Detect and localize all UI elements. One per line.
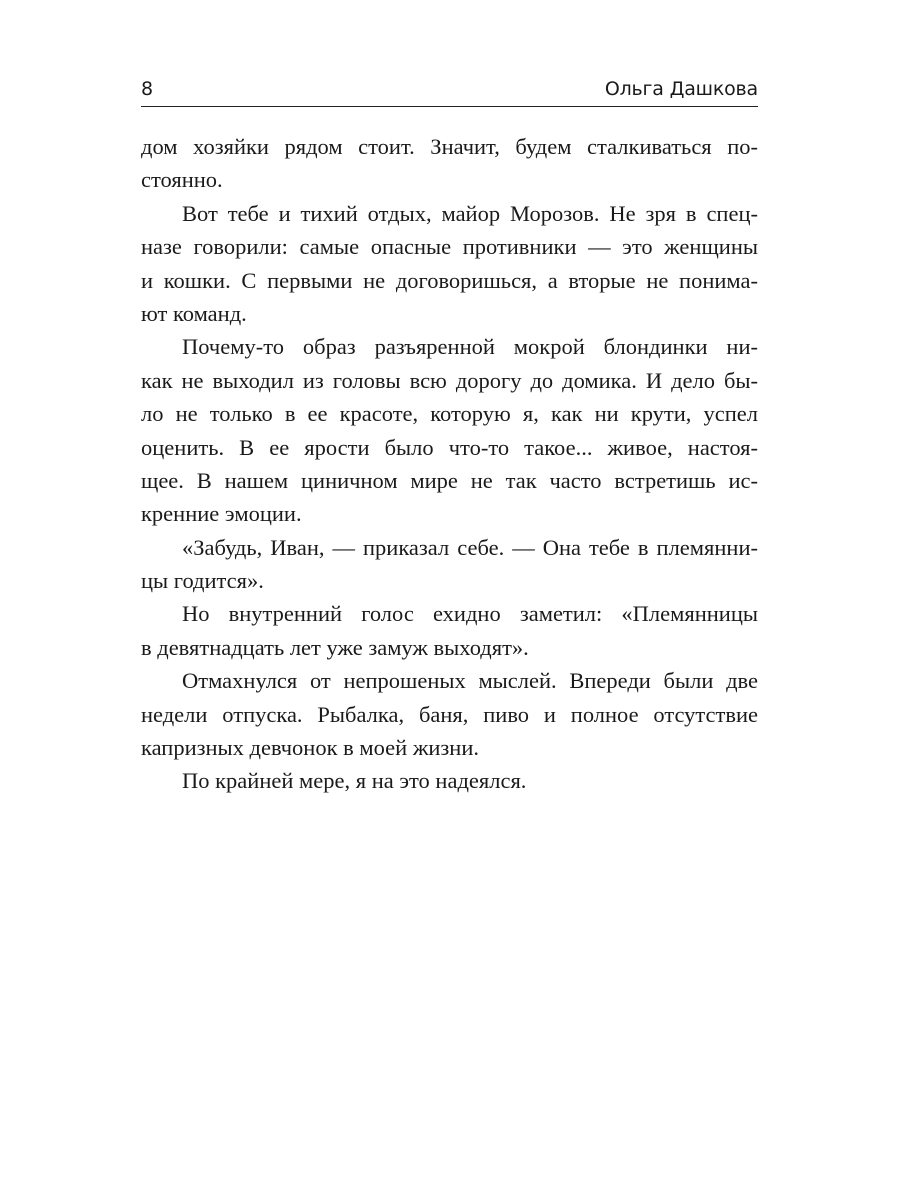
text-line: в девятнадцать лет уже замуж выходят». xyxy=(141,634,529,660)
text-line: ло не только в ее красоте, которую я, как ни крути, успел xyxy=(141,401,758,427)
text-line: Вот тебе и тихий отдых, майор Морозов. Не зря в спец- xyxy=(182,200,758,226)
body-text xyxy=(141,130,758,798)
text-line: Почему-то образ разъяренной мокрой блондинки ни- xyxy=(182,334,758,360)
text-line: недели отпуска. Рыбалка, баня, пиво и полное отсутствие xyxy=(141,701,758,727)
text-line: По крайней мере, я на это надеялся. xyxy=(182,768,527,794)
running-head-author: Ольга Дашкова xyxy=(604,78,758,100)
text-line: Отмахнулся от непрошеных мыслей. Впереди были две xyxy=(182,668,758,694)
text-line: дом хозяйки рядом стоит. Значит, будем сталкиваться по- xyxy=(141,134,758,159)
page-number: 8 xyxy=(141,78,154,100)
text-line: стоянно. xyxy=(141,167,223,193)
text-line: оценить. В ее ярости было что-то такое... живое, настоя- xyxy=(141,434,758,460)
text-line: как не выходил из головы всю дорогу до домика. И дело бы- xyxy=(141,367,758,393)
text-line: кренние эмоции. xyxy=(141,501,302,527)
running-head xyxy=(141,76,758,107)
text-line: щее. В нашем циничном мире не так часто встретишь ис- xyxy=(141,467,758,493)
text-line: Но внутренний голос ехидно заметил: «Племянницы xyxy=(182,601,758,627)
text-line: и кошки. С первыми не договоришься, а вторые не понима- xyxy=(141,267,758,293)
text-line: «Забудь, Иван, — приказал себе. — Она тебе в племянни- xyxy=(182,534,758,560)
text-line: ют команд. xyxy=(141,300,247,326)
text-line: капризных девчонок в моей жизни. xyxy=(141,735,479,761)
text-line: назе говорили: самые опасные противники — это женщины xyxy=(141,234,758,260)
text-line: цы годится». xyxy=(141,568,264,594)
